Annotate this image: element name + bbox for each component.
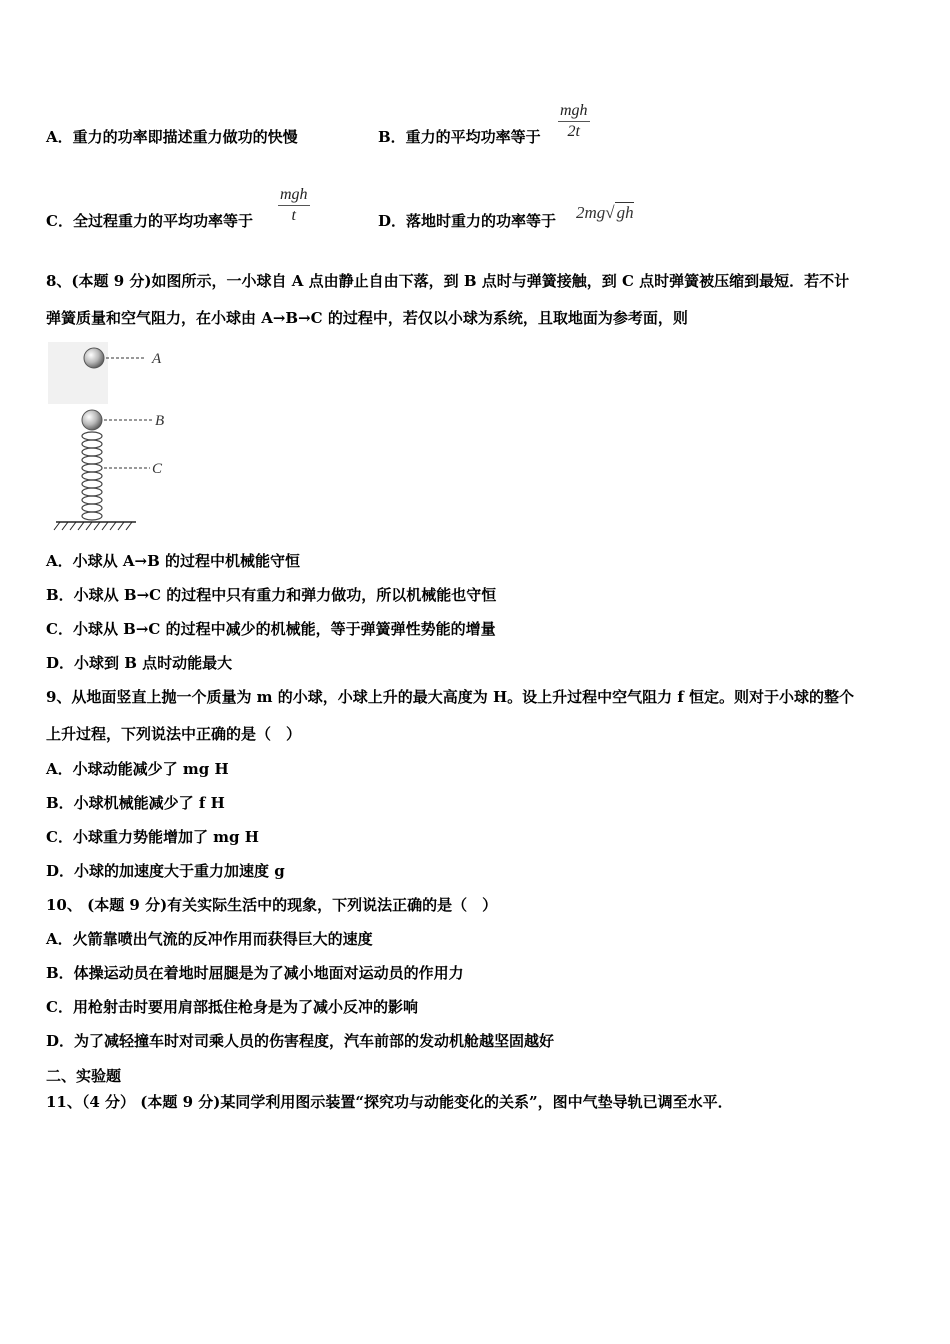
q8-option-b: B．小球从 B→C 的过程中只有重力和弹力做功，所以机械能也守恒 bbox=[46, 586, 497, 604]
q9-option-b: B．小球机械能减少了 f H bbox=[46, 794, 225, 812]
fraction-bar bbox=[278, 205, 310, 206]
section-title: 二、实验题 bbox=[46, 1067, 122, 1085]
q8-stem-line1: 8、(本题 9 分)如图所示，一小球自 A 点由静止自由下落，到 B 点时与弹簧接触，到 C 点时弹簧被压缩到最短．若不计 bbox=[46, 272, 850, 290]
q7-option-a: A．重力的功率即描述重力做功的快慢 bbox=[46, 128, 298, 146]
ground-hatching bbox=[54, 522, 132, 530]
q7-option-b-fraction bbox=[558, 102, 590, 141]
q7-option-b: B．重力的平均功率等于 bbox=[378, 128, 541, 146]
label-b: B bbox=[155, 413, 165, 429]
q10-option-b: B．体操运动员在着地时屈腿是为了减小地面对运动员的作用力 bbox=[46, 964, 464, 982]
fraction-numerator: mgh bbox=[280, 186, 308, 203]
q8-option-c: C．小球从 B→C 的过程中减少的机械能，等于弹簧弹性势能的增量 bbox=[46, 620, 496, 638]
q8-option-d: D．小球到 B 点时动能最大 bbox=[46, 654, 233, 672]
q10-option-c: C．用枪射击时要用肩部抵住枪身是为了减小反冲的影响 bbox=[46, 998, 418, 1016]
q9-stem-line2: 上升过程，下列说法中正确的是（ ） bbox=[46, 725, 302, 743]
formula-radicand: gh bbox=[616, 203, 634, 222]
q10-option-d: D．为了减轻撞车时对司乘人员的伤害程度，汽车前部的发动机舱越坚固越好 bbox=[46, 1032, 555, 1050]
fraction-denominator: t bbox=[291, 207, 296, 224]
q11-stem: 11、（4 分） (本题 9 分)某同学利用图示装置“探究功与动能变化的关系”，图中气垫导轨已调至水平． bbox=[46, 1093, 733, 1111]
q7-option-d: D．落地时重力的功率等于 bbox=[378, 212, 557, 230]
ball-a bbox=[84, 348, 104, 368]
formula-coefficient: 2mg bbox=[576, 203, 606, 222]
q7-option-d-formula: 2mg√ gh bbox=[576, 203, 634, 222]
q9-option-d: D．小球的加速度大于重力加速度 g bbox=[46, 862, 285, 880]
fraction-numerator: mgh bbox=[560, 102, 588, 119]
q10-option-a: A．火箭靠喷出气流的反冲作用而获得巨大的速度 bbox=[46, 930, 373, 948]
q7-option-c: C．全过程重力的平均功率等于 bbox=[46, 212, 253, 230]
label-a: A bbox=[152, 351, 162, 367]
q8-spring-figure bbox=[44, 336, 184, 536]
q8-option-a: A．小球从 A→B 的过程中机械能守恒 bbox=[46, 552, 300, 570]
q9-option-c: C．小球重力势能增加了 mg H bbox=[46, 828, 259, 846]
ball-b bbox=[82, 410, 102, 430]
q10-stem: 10、 (本题 9 分)有关实际生活中的现象，下列说法正确的是（ ） bbox=[46, 896, 498, 914]
label-c: C bbox=[152, 461, 163, 477]
q7-option-c-fraction bbox=[278, 186, 310, 225]
spring-coil bbox=[82, 432, 102, 520]
fraction-bar bbox=[558, 121, 590, 122]
spring-diagram bbox=[44, 336, 184, 536]
fraction-denominator: 2t bbox=[567, 123, 580, 140]
q8-stem-line2: 弹簧质量和空气阻力，在小球由 A→B→C 的过程中，若仅以小球为系统，且取地面为参考面，则 bbox=[46, 309, 688, 327]
q9-stem-line1: 9、从地面竖直上抛一个质量为 m 的小球，小球上升的最大高度为 H。设上升过程中空气阻力 f 恒定。则对于小球的整个 bbox=[46, 688, 855, 706]
q9-option-a: A．小球动能减少了 mg H bbox=[46, 760, 229, 778]
